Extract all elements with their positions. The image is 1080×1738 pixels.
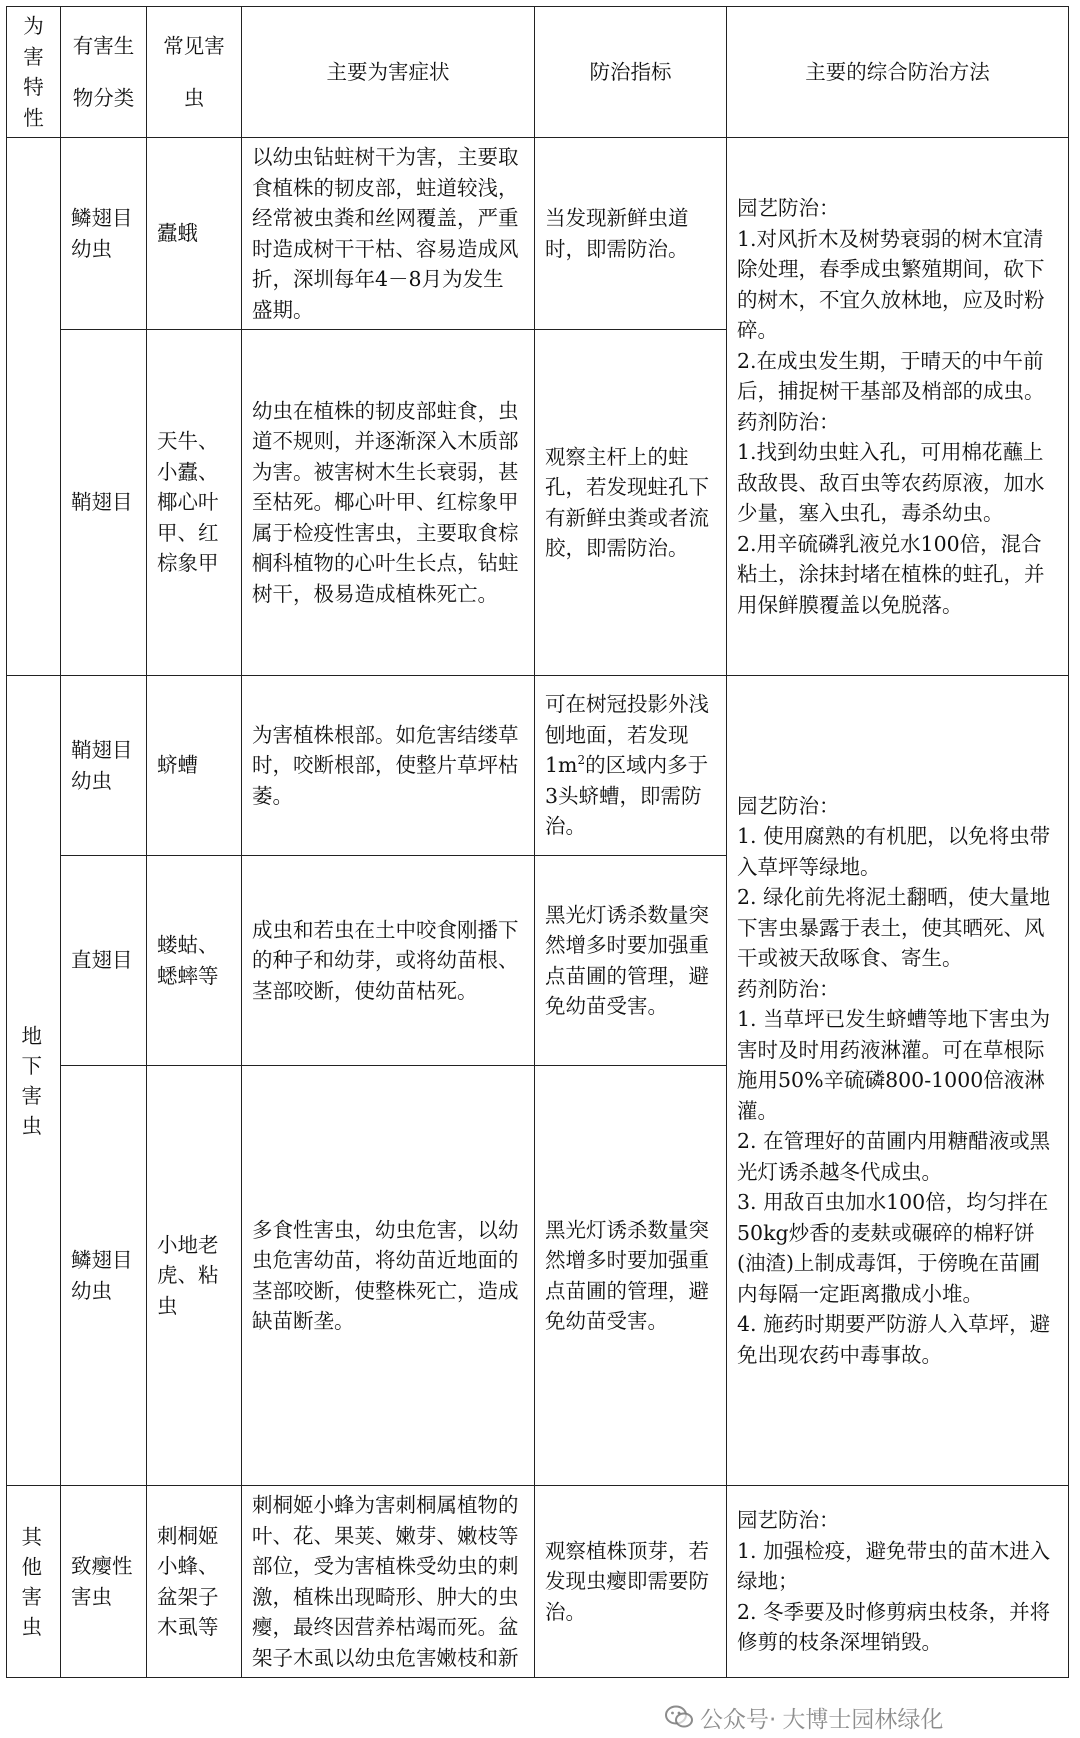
wechat-watermark <box>664 1702 943 1732</box>
category-cell: 鞘翅目 <box>61 330 147 676</box>
category-cell: 鳞翅目幼虫 <box>61 1066 147 1486</box>
pest-cell: 蠹蛾 <box>147 138 242 330</box>
method-line: 3. 用敌百虫加水100倍，均匀拌在50kg炒香的麦麸或碾碎的棉籽饼(油渣)上制成毒饵，于傍晚在苗圃内每隔一定距离撒成小堆。 <box>737 1190 1049 1306</box>
method-line: 2. 绿化前先将泥土翻晒，使大量地下害虫暴露于表土，使其晒死、风干或被天敌啄食、寄生。 <box>737 885 1051 971</box>
method-line: 园艺防治： <box>737 196 840 220</box>
indicator-cell: 观察植株顶芽，若发现虫瘿即需要防治。 <box>535 1486 727 1678</box>
header-indicator: 防治指标 <box>535 7 727 138</box>
category-cell: 鳞翅目幼虫 <box>61 138 147 330</box>
category-cell: 致瘿性害虫 <box>61 1486 147 1678</box>
symptom-cell: 幼虫在植株的韧皮部蛀食，虫道不规则，并逐渐深入木质部为害。被害树木生长衰弱，甚至枯死。椰心叶甲、红棕象甲属于检疫性害虫，主要取食棕榈科植物的心叶生长点，钻蛀树干，极易造成植株死亡。 <box>242 330 535 676</box>
watermark-name: 大博士园林绿化 <box>782 1706 944 1733</box>
method-line: 1. 当草坪已发生蛴螬等地下害虫为害时及时用药液淋灌。可在草根际施用50%辛硫磷800-1000倍液淋灌。 <box>737 1007 1051 1123</box>
header-method: 主要的综合防治方法 <box>727 7 1069 138</box>
trait-cell: 地下害虫 <box>7 676 61 1486</box>
indicator-cell: 可在树冠投影外浅刨地面，若发现$1m^2$的区域内多于3头蛴螬，即需防治。 <box>535 676 727 856</box>
header-trait: 为害特性 <box>7 7 61 138</box>
indicator-cell: 当发现新鲜虫道时，即需防治。 <box>535 138 727 330</box>
watermark-prefix: 公众号· <box>700 1706 777 1733</box>
method-line: 药剂防治： <box>737 409 840 434</box>
method-line: 2. 在管理好的苗圃内用糖醋液或黑光灯诱杀越冬代成虫。 <box>737 1129 1051 1184</box>
method-line: 2.在成虫发生期，于晴天的中午前后，捕捉树干基部及梢部的成虫。 <box>737 348 1045 403</box>
symptom-cell: 刺桐姬小蜂为害刺桐属植物的叶、花、果荚、嫩芽、嫩枝等部位，受为害植株受幼虫的刺激，植株出现畸形、肿大的虫瘿，最终因营养枯竭而死。盆架子木虱以幼虫危害嫩枝和新 <box>242 1486 535 1678</box>
table-row <box>7 1486 1069 1678</box>
pest-cell: 刺桐姬小蜂、盆架子木虱等 <box>147 1486 242 1678</box>
method-line: 1.找到幼虫蛀入孔，可用棉花蘸上敌敌畏、敌百虫等农药原液，加水少量，塞入虫孔，毒杀幼虫。 <box>737 440 1045 525</box>
trait-cell: 其他害虫 <box>7 1486 61 1678</box>
symptom-cell: 为害植株根部。如危害结缕草时，咬断根部，使整片草坪枯萎。 <box>242 676 535 856</box>
method-line: 1.对风折木及树势衰弱的树木宜清除处理，春季成虫繁殖期间，砍下的树木，不宜久放林地，应及时粉碎。 <box>737 226 1045 342</box>
category-cell: 鞘翅目幼虫 <box>61 676 147 856</box>
header-pest: 常见害虫 <box>147 7 242 138</box>
header-category: 有害生物分类 <box>61 7 147 138</box>
method-line: 2. 冬季要及时修剪病虫枝条，并将修剪的枝条深埋销毁。 <box>737 1599 1051 1655</box>
symptom-cell: 多食性害虫，幼虫危害，以幼虫危害幼苗，将幼苗近地面的茎部咬断，使整株死亡，造成缺苗断垄。 <box>242 1066 535 1486</box>
method-cell <box>727 138 1069 676</box>
pest-cell: 蝼蛄、蟋蟀等 <box>147 856 242 1066</box>
pest-cell: 小地老虎、粘虫 <box>147 1066 242 1486</box>
method-line: 2.用辛硫磷乳液兑水100倍，混合粘土，涂抹封堵在植株的蛀孔，并用保鲜膜覆盖以免脱落。 <box>737 531 1045 617</box>
pest-cell: 蛴螬 <box>147 676 242 856</box>
pest-control-table <box>6 6 1069 1678</box>
trait-cell-blank <box>7 138 61 676</box>
method-line: 4. 施药时期要严防游人入草坪，避免出现农药中毒事故。 <box>737 1312 1051 1367</box>
header-symptom: 主要为害症状 <box>242 7 535 138</box>
indicator-cell: 黑光灯诱杀数量突然增多时要加强重点苗圃的管理，避免幼苗受害。 <box>535 1066 727 1486</box>
method-line: 园艺防治： <box>737 793 840 818</box>
symptom-cell: 以幼虫钻蛀树干为害，主要取食植株的韧皮部，蛀道较浅，经常被虫粪和丝网覆盖，严重时造成树干干枯、容易造成风折，深圳每年4－8月为发生盛期。 <box>242 138 535 330</box>
category-cell: 直翅目 <box>61 856 147 1066</box>
table-row <box>7 676 1069 856</box>
method-cell <box>727 1486 1069 1678</box>
pest-cell: 天牛、小蠹、椰心叶甲、红棕象甲 <box>147 330 242 676</box>
method-line: 1. 使用腐熟的有机肥，以免将虫带入草坪等绿地。 <box>737 824 1051 879</box>
method-cell <box>727 676 1069 1486</box>
wechat-icon <box>664 1704 694 1730</box>
method-line: 1. 加强检疫，避免带虫的苗木进入绿地； <box>737 1538 1051 1594</box>
indicator-cell: 黑光灯诱杀数量突然增多时要加强重点苗圃的管理，避免幼苗受害。 <box>535 856 727 1066</box>
header-row <box>7 7 1069 138</box>
method-line: 药剂防治： <box>737 976 840 1001</box>
method-line: 园艺防治： <box>737 1508 840 1533</box>
table-row <box>7 138 1069 330</box>
symptom-cell: 成虫和若虫在土中咬食刚播下的种子和幼芽，或将幼苗根、茎部咬断，使幼苗枯死。 <box>242 856 535 1066</box>
indicator-cell: 观察主杆上的蛀孔，若发现蛀孔下有新鲜虫粪或者流胶，即需防治。 <box>535 330 727 676</box>
